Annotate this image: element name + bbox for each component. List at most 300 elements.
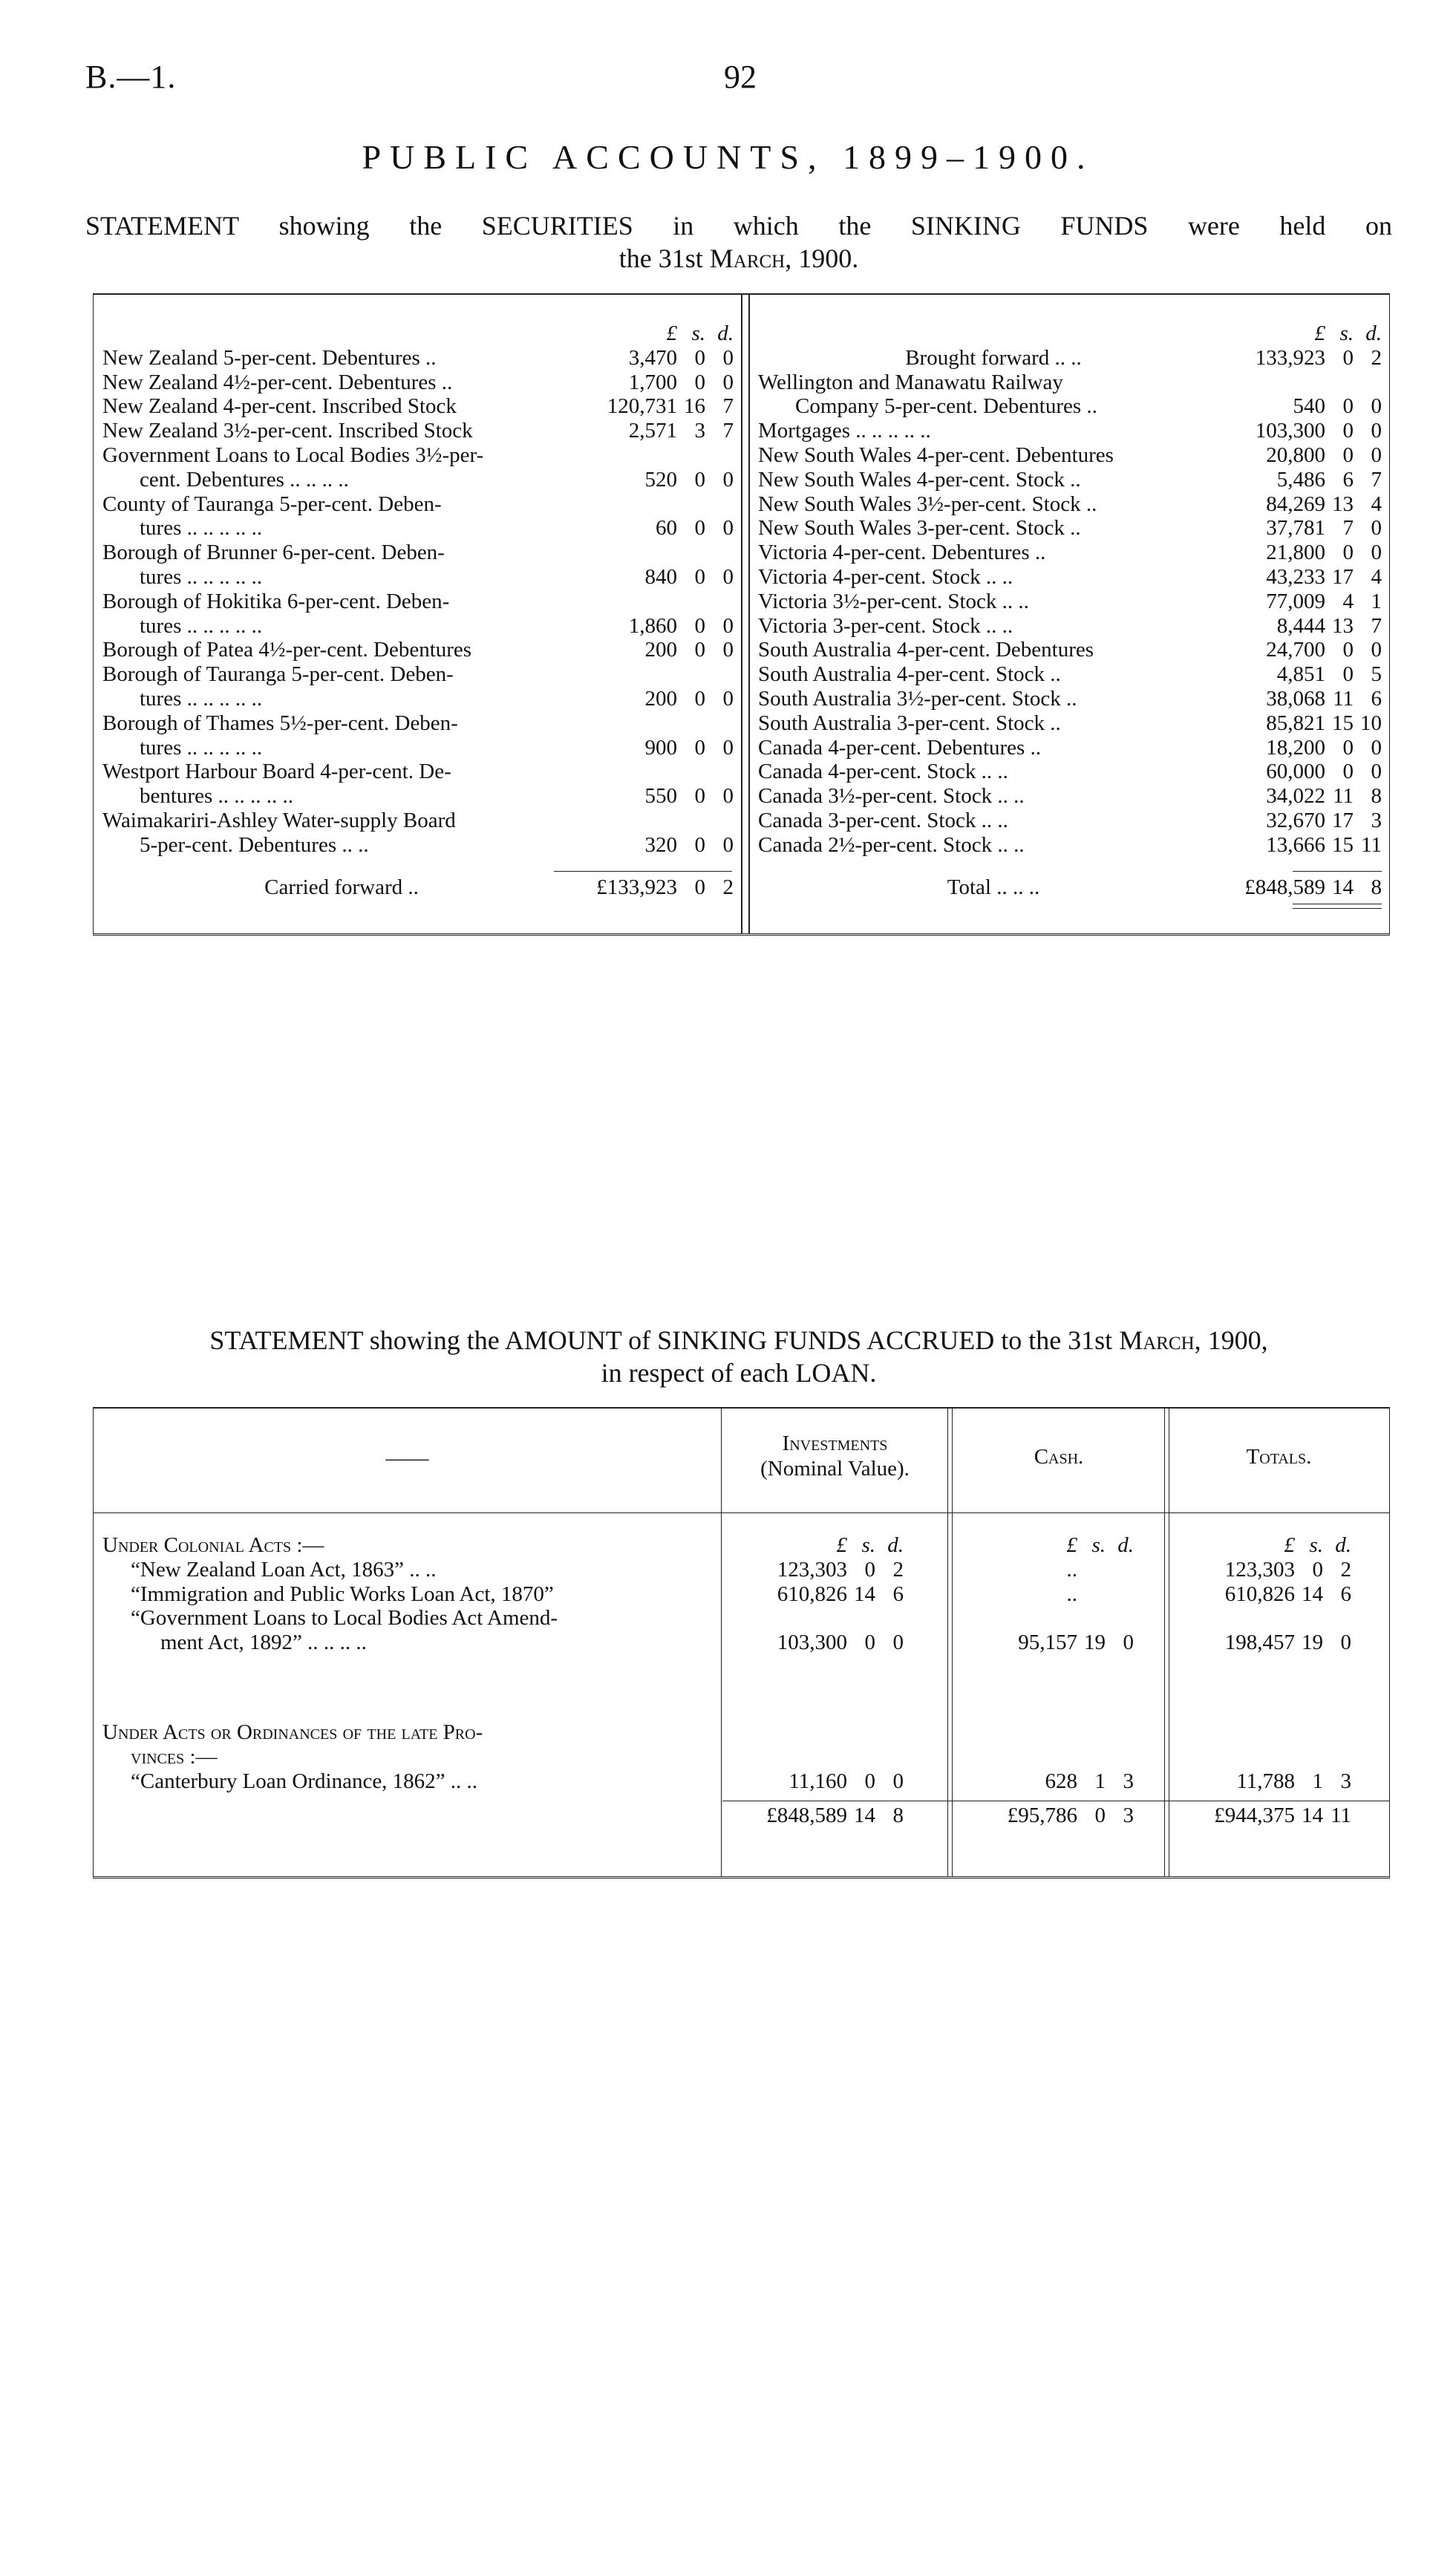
amount-shillings: 0 bbox=[1342, 541, 1354, 565]
amount-pence: 0 bbox=[722, 832, 734, 857]
amount-pounds: 610,826 bbox=[1224, 1582, 1295, 1606]
security-row bbox=[102, 541, 734, 565]
security-description: bentures .. .. .. .. .. bbox=[140, 784, 293, 809]
heading-word: held bbox=[1279, 211, 1326, 241]
security-description: cent. Debentures .. .. .. .. bbox=[140, 467, 349, 492]
security-description: South Australia 4-per-cent. Debentures bbox=[758, 638, 1094, 662]
amount-pounds: 32,670 bbox=[1266, 808, 1325, 832]
security-row bbox=[102, 346, 734, 371]
amount-pounds: 34,022 bbox=[1266, 784, 1325, 809]
cash-amount bbox=[959, 1558, 1134, 1582]
security-row bbox=[758, 346, 1382, 371]
amount-pence: 0 bbox=[722, 564, 734, 589]
page-header bbox=[85, 58, 1392, 110]
amount-pence: 7 bbox=[722, 419, 734, 443]
amount-pence: 1 bbox=[1371, 589, 1382, 613]
amount-shillings: 14 bbox=[1302, 1804, 1323, 1828]
security-description: County of Tauranga 5-per-cent. Deben- bbox=[102, 492, 442, 516]
amount-shillings: 6 bbox=[1342, 467, 1354, 492]
amount-shillings: 0 bbox=[864, 1631, 875, 1655]
amount-pence: 11 bbox=[1361, 832, 1382, 857]
investments-amount bbox=[728, 1582, 904, 1607]
amount-shillings: 0 bbox=[694, 832, 705, 857]
security-row bbox=[102, 419, 734, 443]
security-description: New South Wales 4-per-cent. Debentures bbox=[758, 443, 1114, 467]
amount-pence: 6 bbox=[1340, 1582, 1351, 1606]
investments-total bbox=[728, 1804, 904, 1828]
totals-header: Totals. bbox=[1246, 1445, 1312, 1469]
security-description: Borough of Thames 5½-per-cent. Deben- bbox=[102, 711, 458, 735]
cash-amount bbox=[959, 1631, 1134, 1655]
amount-shillings: 0 bbox=[694, 686, 705, 711]
amount-pence: 2 bbox=[892, 1557, 904, 1582]
securities-left-column bbox=[102, 322, 734, 858]
amount-shillings: 0 bbox=[1342, 760, 1354, 784]
security-description: South Australia 3-per-cent. Stock .. bbox=[758, 711, 1061, 735]
security-row bbox=[758, 371, 1382, 395]
amount-pounds bbox=[959, 1606, 1077, 1631]
security-row bbox=[102, 394, 734, 419]
security-description: Company 5-per-cent. Debentures .. bbox=[795, 394, 1097, 419]
amount-pounds: 60,000 bbox=[1266, 760, 1325, 784]
subtotal-rule bbox=[1293, 871, 1382, 872]
security-description: New Zealand 4½-per-cent. Debentures .. bbox=[102, 370, 453, 394]
securities-right-column bbox=[758, 322, 1382, 858]
security-description: Government Loans to Local Bodies 3½-per- bbox=[102, 443, 484, 467]
amount-shillings: 15 bbox=[1332, 832, 1354, 857]
security-description: Borough of Hokitika 6-per-cent. Deben- bbox=[102, 589, 450, 613]
amount-pounds: 60 bbox=[656, 516, 677, 541]
security-description: 5-per-cent. Debentures .. .. bbox=[140, 832, 369, 857]
currency-header-row: £ s. d. bbox=[666, 322, 734, 345]
security-row bbox=[758, 760, 1382, 784]
amount-shillings bbox=[1077, 1582, 1106, 1607]
security-description: South Australia 4-per-cent. Stock .. bbox=[758, 662, 1061, 687]
security-description: Canada 3-per-cent. Stock .. .. bbox=[758, 808, 1008, 832]
security-description: Victoria 4-per-cent. Debentures .. bbox=[758, 541, 1046, 565]
amount-shillings bbox=[677, 662, 705, 687]
amount-pounds: 840 bbox=[644, 564, 677, 589]
amount-pence: 0 bbox=[722, 613, 734, 638]
heading-word: showing bbox=[278, 211, 370, 241]
security-row bbox=[102, 565, 734, 590]
security-row bbox=[102, 687, 734, 711]
security-description: Victoria 3-per-cent. Stock .. .. bbox=[758, 613, 1013, 638]
amount-pence: 0 bbox=[722, 370, 734, 394]
amount-pence: 3 bbox=[1340, 1769, 1351, 1793]
amount-pence: 0 bbox=[1123, 1631, 1134, 1655]
grand-total bbox=[1176, 1804, 1351, 1828]
amount-shillings: 0 bbox=[694, 613, 705, 638]
amount-pence: 0 bbox=[722, 686, 734, 711]
amount-shillings: 0 bbox=[1342, 638, 1354, 662]
amount-shillings: 0 bbox=[1342, 394, 1354, 419]
amount-pounds: 198,457 bbox=[1224, 1631, 1295, 1655]
cash-total bbox=[959, 1804, 1134, 1828]
totals-amount bbox=[1176, 1558, 1351, 1582]
amount-shillings bbox=[1325, 371, 1354, 395]
security-row bbox=[102, 614, 734, 639]
amount-pounds: 103,300 bbox=[777, 1631, 847, 1655]
amount-shillings: 0 bbox=[694, 784, 705, 809]
security-description: tures .. .. .. .. .. bbox=[140, 516, 263, 541]
security-description: Canada 4-per-cent. Stock .. .. bbox=[758, 760, 1008, 784]
amount-pounds: 2,571 bbox=[628, 419, 677, 443]
currency-shillings: s. bbox=[1309, 1533, 1323, 1557]
security-row bbox=[758, 419, 1382, 443]
amount-pounds: 13,666 bbox=[1266, 832, 1325, 857]
amount-pounds: 8,444 bbox=[1276, 613, 1325, 638]
security-row bbox=[758, 711, 1382, 736]
amount-pence bbox=[1106, 1582, 1134, 1607]
amount-shillings bbox=[677, 711, 705, 736]
security-row bbox=[758, 394, 1382, 419]
cash-header: Cash. bbox=[1034, 1445, 1084, 1469]
amount-pence bbox=[1106, 1606, 1134, 1631]
amount-pounds: 43,233 bbox=[1266, 564, 1325, 589]
security-row bbox=[758, 736, 1382, 760]
amount-shillings: 0 bbox=[864, 1557, 875, 1582]
security-row bbox=[102, 736, 734, 760]
amount-pence: 2 bbox=[1340, 1557, 1351, 1582]
amount-pence bbox=[705, 760, 734, 784]
security-row bbox=[102, 371, 734, 395]
security-row bbox=[758, 614, 1382, 639]
amount-pounds: .. bbox=[1066, 1582, 1077, 1606]
amount-shillings: 0 bbox=[1342, 419, 1354, 443]
amount-pounds: .. bbox=[1066, 1557, 1077, 1582]
amount-pounds: £95,786 bbox=[1007, 1804, 1077, 1828]
currency-header-row: £ s. d. bbox=[1314, 322, 1382, 345]
securities-heading-line2: the 31st March, 1900. bbox=[618, 244, 859, 273]
accrued-heading bbox=[85, 1324, 1392, 1389]
amount-shillings bbox=[1077, 1558, 1106, 1582]
currency-header bbox=[728, 1533, 904, 1558]
amount-pounds bbox=[1176, 1606, 1295, 1631]
amount-shillings: 17 bbox=[1332, 808, 1354, 832]
currency-shillings: s. bbox=[1091, 1533, 1106, 1557]
column-divider bbox=[947, 1409, 953, 1876]
accrued-heading-line1: STATEMENT showing the AMOUNT of SINKING FUNDS ACCRUED to the 31st March, 1900, bbox=[209, 1325, 1268, 1355]
security-description: tures .. .. .. .. .. bbox=[140, 735, 263, 760]
accrued-heading-line2: in respect of each LOAN. bbox=[601, 1358, 877, 1388]
security-row bbox=[758, 443, 1382, 468]
amount-shillings bbox=[677, 760, 705, 784]
security-description: Victoria 3½-per-cent. Stock .. .. bbox=[758, 589, 1029, 613]
security-row bbox=[102, 590, 734, 614]
amount-pounds bbox=[1229, 371, 1325, 395]
document-code: B.—1. bbox=[85, 59, 177, 95]
amount-pounds: 120,731 bbox=[607, 394, 677, 419]
amount-shillings bbox=[847, 1606, 875, 1631]
amount-pence: 0 bbox=[1371, 541, 1382, 565]
amount-pounds: 85,821 bbox=[1266, 711, 1325, 735]
currency-pence: d. bbox=[1117, 1533, 1134, 1557]
amount-shillings: 19 bbox=[1084, 1631, 1106, 1655]
amount-shillings: 0 bbox=[1342, 345, 1354, 370]
securities-heading-line1 bbox=[85, 209, 1392, 242]
investments-amount bbox=[728, 1558, 904, 1582]
amount-shillings bbox=[677, 809, 705, 833]
security-description: South Australia 3½-per-cent. Stock .. bbox=[758, 686, 1077, 711]
amount-pence: 4 bbox=[1371, 492, 1382, 516]
amount-shillings: 13 bbox=[1332, 492, 1354, 516]
amount-pounds: 77,009 bbox=[1266, 589, 1325, 613]
heading-word: on bbox=[1365, 211, 1392, 241]
amount-pounds: 123,303 bbox=[777, 1557, 847, 1582]
amount-pounds: 200 bbox=[644, 686, 677, 711]
amount-pounds: 628 bbox=[1045, 1769, 1077, 1793]
amount-pence bbox=[1106, 1558, 1134, 1582]
security-description: New South Wales 3½-per-cent. Stock .. bbox=[758, 492, 1097, 516]
amount-pounds: 103,300 bbox=[1255, 419, 1325, 443]
amount-shillings: 15 bbox=[1332, 711, 1354, 735]
amount-pence bbox=[1323, 1606, 1351, 1631]
totals-amount bbox=[1176, 1582, 1351, 1607]
amount-shillings: 14 bbox=[854, 1804, 875, 1828]
amount-shillings: 0 bbox=[694, 564, 705, 589]
amount-pounds: 20,800 bbox=[1266, 443, 1325, 467]
amount-shillings: 14 bbox=[1302, 1582, 1323, 1606]
security-row bbox=[758, 662, 1382, 687]
carried-forward-row: Carried forward .. £133,923 0 2 bbox=[264, 875, 734, 899]
amount-pounds: 1,860 bbox=[628, 613, 677, 638]
amount-pence: 8 bbox=[892, 1804, 904, 1828]
amount-shillings: 4 bbox=[1342, 589, 1354, 613]
total-row: Total .. .. .. £848,589 14 8 bbox=[947, 875, 1382, 899]
amount-pounds: 37,781 bbox=[1266, 516, 1325, 541]
amount-pence: 0 bbox=[722, 784, 734, 809]
amount-shillings: 11 bbox=[1333, 784, 1354, 809]
amount-pence bbox=[705, 443, 734, 468]
amount-pounds bbox=[581, 760, 677, 784]
amount-pence: 0 bbox=[1371, 760, 1382, 784]
investments-header: Investments (Nominal Value). bbox=[760, 1432, 910, 1481]
amount-shillings: 16 bbox=[684, 394, 705, 419]
amount-pence: 0 bbox=[722, 467, 734, 492]
amount-shillings: 13 bbox=[1332, 613, 1354, 638]
amount-pounds: 18,200 bbox=[1266, 735, 1325, 760]
subtotal-rule bbox=[554, 871, 732, 872]
amount-pence bbox=[705, 662, 734, 687]
security-row bbox=[758, 492, 1382, 517]
amount-pounds: £944,375 bbox=[1214, 1804, 1295, 1828]
heading-word: in bbox=[673, 211, 694, 241]
section-title: Under Colonial Acts :— bbox=[102, 1533, 324, 1557]
amount-pence: 7 bbox=[722, 394, 734, 419]
heading-word: the bbox=[838, 211, 872, 241]
heading-word: SINKING bbox=[910, 211, 1021, 241]
amount-pence bbox=[875, 1606, 904, 1631]
security-description: New South Wales 4-per-cent. Stock .. bbox=[758, 467, 1081, 492]
amount-pounds bbox=[581, 443, 677, 468]
amount-pence: 0 bbox=[1371, 735, 1382, 760]
security-description: Victoria 4-per-cent. Stock .. .. bbox=[758, 564, 1013, 589]
security-row bbox=[102, 784, 734, 809]
column-divider bbox=[721, 1409, 722, 1876]
amount-shillings: 0 bbox=[694, 467, 705, 492]
amount-pence: 3 bbox=[1371, 808, 1382, 832]
security-row bbox=[102, 443, 734, 468]
amount-pence bbox=[1354, 371, 1382, 395]
loan-description: “Immigration and Public Works Loan Act, 1870” bbox=[131, 1582, 554, 1606]
amount-pence: 0 bbox=[892, 1769, 904, 1793]
security-row bbox=[758, 565, 1382, 590]
investments-amount bbox=[728, 1606, 904, 1631]
page-number: 92 bbox=[724, 59, 757, 95]
security-row bbox=[758, 468, 1382, 492]
amount-shillings bbox=[677, 443, 705, 468]
security-row bbox=[758, 590, 1382, 614]
amount-pounds: 95,157 bbox=[1018, 1631, 1077, 1655]
amount-pence: 0 bbox=[1371, 419, 1382, 443]
amount-shillings: 7 bbox=[1342, 516, 1354, 541]
security-description: Waimakariri-Ashley Water-supply Board bbox=[102, 808, 456, 832]
amount-pence: 3 bbox=[1123, 1804, 1134, 1828]
amount-shillings: 0 bbox=[1342, 735, 1354, 760]
security-description: Canada 4-per-cent. Debentures .. bbox=[758, 735, 1042, 760]
amount-pence: 0 bbox=[1371, 516, 1382, 541]
amount-pence: 0 bbox=[1371, 443, 1382, 467]
amount-pounds bbox=[581, 541, 677, 565]
security-description: Wellington and Manawatu Railway bbox=[758, 370, 1063, 394]
amount-pounds: £848,589 bbox=[766, 1804, 847, 1828]
security-row bbox=[758, 833, 1382, 858]
amount-shillings: 0 bbox=[694, 345, 705, 370]
cash-amount bbox=[959, 1606, 1134, 1631]
amount-shillings: 0 bbox=[1342, 443, 1354, 467]
heading-word: STATEMENT bbox=[85, 211, 240, 241]
investments-amount bbox=[728, 1631, 904, 1655]
security-description: New Zealand 5-per-cent. Debentures .. bbox=[102, 345, 437, 370]
amount-pence: 4 bbox=[1371, 564, 1382, 589]
security-description: tures .. .. .. .. .. bbox=[140, 613, 263, 638]
security-row bbox=[102, 833, 734, 858]
amount-pence: 11 bbox=[1331, 1804, 1351, 1828]
section-title: vinces :— bbox=[131, 1744, 218, 1769]
amount-pence: 0 bbox=[722, 516, 734, 541]
amount-pounds: 550 bbox=[644, 784, 677, 809]
amount-shillings: 0 bbox=[864, 1769, 875, 1793]
security-row bbox=[102, 809, 734, 833]
column-divider bbox=[741, 295, 750, 933]
heading-word: the bbox=[409, 211, 443, 241]
heading-word: which bbox=[733, 211, 799, 241]
amount-pence: 0 bbox=[1371, 394, 1382, 419]
total-double-rule bbox=[1293, 904, 1382, 909]
header-rule bbox=[94, 1512, 1389, 1513]
security-description: Canada 3½-per-cent. Stock .. .. bbox=[758, 784, 1025, 809]
heading-word: SECURITIES bbox=[481, 211, 633, 241]
amount-shillings: 17 bbox=[1332, 564, 1354, 589]
amount-shillings: 19 bbox=[1302, 1631, 1323, 1655]
security-row bbox=[102, 711, 734, 736]
amount-pounds: 3,470 bbox=[628, 345, 677, 370]
amount-pence: 0 bbox=[722, 638, 734, 662]
security-description: Westport Harbour Board 4-per-cent. De- bbox=[102, 760, 451, 784]
amount-pounds: 5,486 bbox=[1276, 467, 1325, 492]
amount-pence: 3 bbox=[1123, 1769, 1134, 1793]
amount-pounds: 320 bbox=[644, 832, 677, 857]
security-description: tures .. .. .. .. .. bbox=[140, 564, 263, 589]
amount-pounds: 133,923 bbox=[1255, 345, 1325, 370]
amount-pence: 6 bbox=[1371, 686, 1382, 711]
page-title: PUBLIC ACCOUNTS, 1899–1900. bbox=[362, 138, 1094, 176]
securities-heading bbox=[85, 209, 1392, 275]
amount-pounds bbox=[581, 662, 677, 687]
amount-shillings: 0 bbox=[1094, 1804, 1106, 1828]
amount-shillings: 3 bbox=[694, 419, 705, 443]
amount-shillings: 1 bbox=[1312, 1769, 1323, 1793]
totals-amount bbox=[1176, 1606, 1351, 1631]
amount-pounds bbox=[581, 492, 677, 517]
loan-description: “New Zealand Loan Act, 1863” .. .. bbox=[131, 1557, 437, 1582]
security-row bbox=[102, 468, 734, 492]
loan-description: ment Act, 1892” .. .. .. .. bbox=[160, 1631, 367, 1655]
section-title: Under Acts or Ordinances of the late Pro- bbox=[102, 1720, 483, 1744]
amount-pence bbox=[705, 711, 734, 736]
amount-pounds: 123,303 bbox=[1224, 1557, 1295, 1582]
amount-pence: 10 bbox=[1360, 711, 1382, 735]
security-description: Borough of Brunner 6-per-cent. Deben- bbox=[102, 541, 445, 565]
security-row bbox=[102, 492, 734, 517]
amount-pence: 6 bbox=[892, 1582, 904, 1606]
blank-header: —— bbox=[385, 1446, 429, 1470]
amount-pence: 0 bbox=[1371, 638, 1382, 662]
currency-pounds: £ bbox=[1066, 1533, 1077, 1557]
security-row bbox=[758, 638, 1382, 662]
amount-pence: 8 bbox=[1371, 784, 1382, 809]
security-description: New Zealand 4-per-cent. Inscribed Stock bbox=[102, 394, 457, 419]
security-row bbox=[758, 687, 1382, 711]
currency-shillings: s. bbox=[861, 1533, 875, 1557]
currency-pence: d. bbox=[887, 1533, 904, 1557]
amount-shillings: 14 bbox=[854, 1582, 875, 1606]
heading-word: were bbox=[1187, 211, 1240, 241]
security-row bbox=[758, 541, 1382, 565]
security-row bbox=[758, 784, 1382, 809]
amount-pence: 2 bbox=[1371, 345, 1382, 370]
security-row bbox=[102, 638, 734, 662]
amount-shillings: 11 bbox=[1333, 686, 1354, 711]
amount-pounds bbox=[581, 711, 677, 736]
totals-amount bbox=[1176, 1769, 1351, 1794]
security-description: New Zealand 3½-per-cent. Inscribed Stock bbox=[102, 419, 473, 443]
security-row bbox=[758, 809, 1382, 833]
amount-shillings: 0 bbox=[694, 370, 705, 394]
amount-shillings: 0 bbox=[1312, 1557, 1323, 1582]
amount-shillings: 0 bbox=[1342, 662, 1354, 687]
amount-pence bbox=[705, 590, 734, 614]
amount-shillings bbox=[677, 492, 705, 517]
amount-shillings bbox=[1077, 1606, 1106, 1631]
amount-pounds: 11,788 bbox=[1236, 1769, 1295, 1793]
security-row bbox=[102, 760, 734, 784]
amount-pence bbox=[705, 809, 734, 833]
security-description: Borough of Tauranga 5-per-cent. Deben- bbox=[102, 662, 454, 687]
security-description: Canada 2½-per-cent. Stock .. .. bbox=[758, 832, 1025, 857]
amount-pence: 0 bbox=[892, 1631, 904, 1655]
amount-pounds: 38,068 bbox=[1266, 686, 1325, 711]
amount-shillings: 0 bbox=[694, 735, 705, 760]
amount-pence bbox=[705, 492, 734, 517]
amount-shillings bbox=[1295, 1606, 1323, 1631]
currency-pounds: £ bbox=[836, 1533, 847, 1557]
security-row bbox=[102, 662, 734, 687]
amount-pounds bbox=[581, 809, 677, 833]
amount-pounds: 11,160 bbox=[789, 1769, 847, 1793]
amount-pence bbox=[705, 541, 734, 565]
